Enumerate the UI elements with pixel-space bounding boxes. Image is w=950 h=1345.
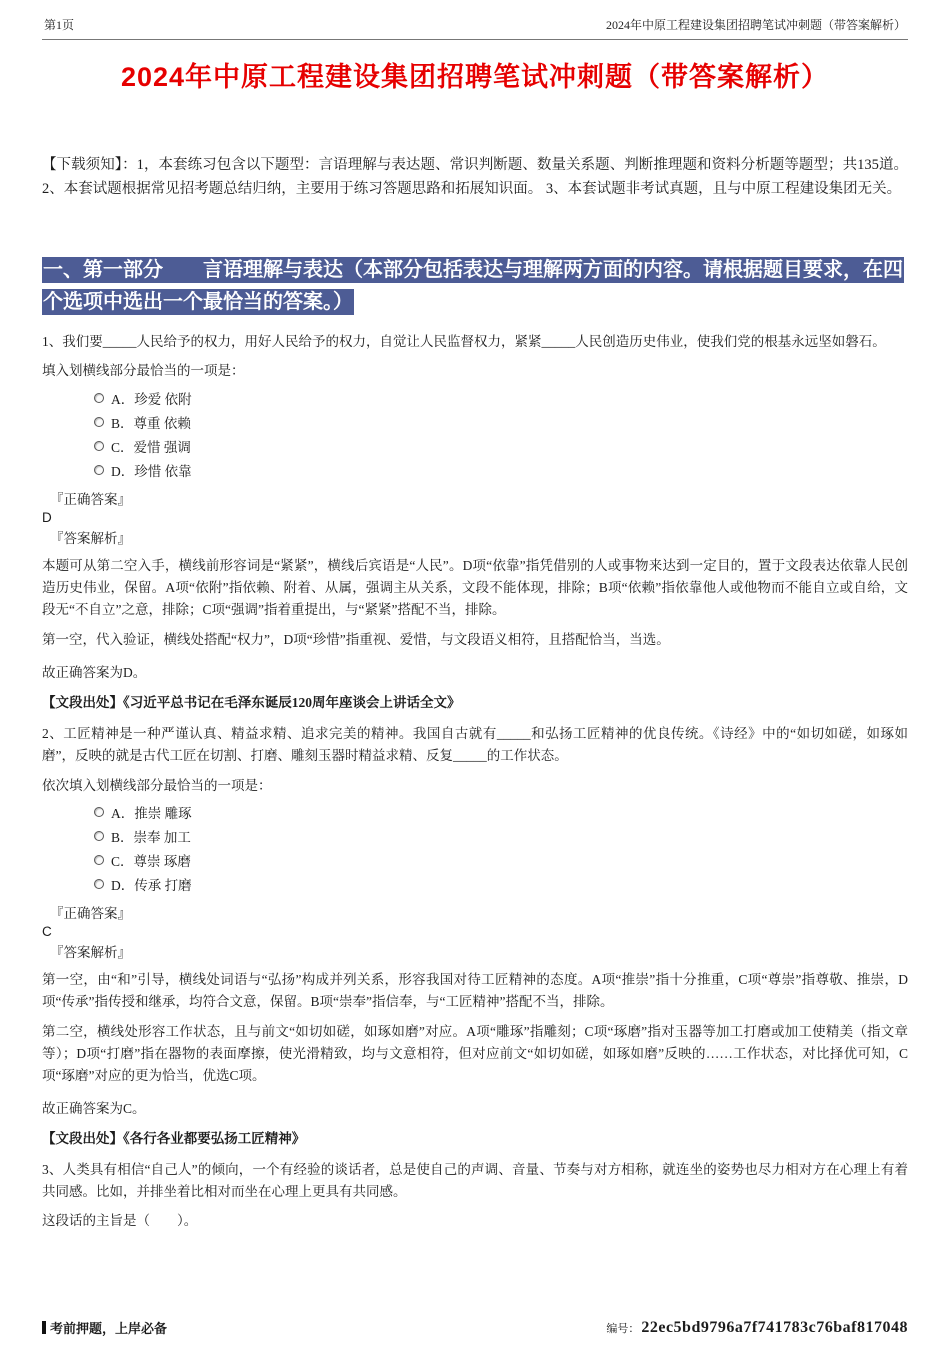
correct-answer-label: 『正确答案』 xyxy=(50,906,131,922)
answer-conclusion: 故正确答案为C。 xyxy=(42,1100,146,1116)
passage-source: 【文段出处】《习近平总书记在毛泽东诞辰120周年座谈会上讲话全文》 xyxy=(42,694,461,710)
serial-label: 编号： xyxy=(606,1323,640,1335)
options-group xyxy=(42,800,908,896)
analysis-label: 『答案解析』 xyxy=(50,945,131,961)
page-footer xyxy=(42,1318,908,1337)
correct-answer-value: C xyxy=(42,924,52,940)
question-prompt: 这段话的主旨是（ ）。 xyxy=(42,1213,198,1229)
footer-slogan-text: 考前押题，上岸必备 xyxy=(50,1321,168,1336)
question-stem: 2、工匠精神是一种严谨认真、精益求精、追求完美的精神。我国自古就有_____和弘扬工匠精神的优良传统。《诗经》中的“如切如磋，如琢如磨”，反映的就是古代工匠在切割、打磨、雕刻玉器时精益求精、反复_____的工作状态。 xyxy=(42,725,908,763)
passage-source: 【文段出处】《各行各业都要弘扬工匠精神》 xyxy=(42,1130,306,1146)
option-label: B．尊重 依赖 xyxy=(111,416,191,432)
question-2 xyxy=(42,723,908,1147)
correct-answer-value: D xyxy=(42,510,52,526)
radio-icon[interactable] xyxy=(94,879,104,889)
question-1 xyxy=(42,331,908,711)
option-a[interactable] xyxy=(42,800,908,824)
radio-icon[interactable] xyxy=(94,417,104,427)
options-group xyxy=(42,386,908,482)
footer-slogan xyxy=(42,1318,167,1337)
analysis-paragraph: 第一空，由“和”引导，横线处词语与“弘扬”构成并列关系，形容我国对待工匠精神的态度。A项“推崇”指十分推重，C项“尊崇”指尊敬、推崇，D项“传承”指传授和继承，均符合文意，保留。B项“崇奉”指信奉，与“工匠精神”搭配不当，排除。 xyxy=(42,972,908,1010)
question-stem: 3、人类具有相信“自己人”的倾向，一个有经验的谈话者，总是使自己的声调、音量、节奏与对方相称，就连坐的姿势也尽力相对方在心理上有着共同感。比如，并排坐着比相对而坐在心理上更具有共同感。 xyxy=(42,1161,908,1199)
footer-serial xyxy=(606,1319,908,1337)
option-label: D．珍惜 依靠 xyxy=(111,464,192,480)
section-heading-text: 一、第一部分 言语理解与表达（本部分包括表达与理解两方面的内容。请根据题目要求，在四个选项中选出一个最恰当的答案。） xyxy=(43,258,903,314)
question-stem: 1、我们要_____人民给予的权力，用好人民给予的权力，自觉让人民监督权力，紧紧_____人民创造历史伟业，使我们党的根基永远坚如磐石。 xyxy=(42,333,886,349)
option-d[interactable] xyxy=(42,872,908,896)
option-b[interactable] xyxy=(42,824,908,848)
download-notice: 【下载须知】：1，本套练习包含以下题型：言语理解与表达题、常识判断题、数量关系题、判断推理题和资料分析题等题型；共135道。2、本套试题根据常见招考题总结归纳，主要用于练习答题思路和拓展知识面。 3、本套试题非考试真题，且与中原工程建设集团无关。 xyxy=(42,157,908,197)
option-c[interactable] xyxy=(42,848,908,872)
header-doc-title: 2024年中原工程建设集团招聘笔试冲刺题（带答案解析） xyxy=(605,18,906,32)
page-number: 第1页 xyxy=(44,18,75,32)
radio-icon[interactable] xyxy=(94,831,104,841)
question-prompt: 依次填入划横线部分最恰当的一项是： xyxy=(42,777,272,793)
radio-icon[interactable] xyxy=(94,855,104,865)
option-label: B．崇奉 加工 xyxy=(111,830,191,846)
analysis-paragraph: 第二空，横线处形容工作状态，且与前文“如切如磋，如琢如磨”对应。A项“雕琢”指雕刻；C项“琢磨”指对玉器等加工打磨或加工使精美（指文章等）；D项“打磨”指在器物的表面摩擦，使光滑精致，均与文意相符，但对应前文“如切如磋，如琢如磨”反映的……工作状态，对比择优可知，C项“琢磨”对应的更为恰当，优选C项。 xyxy=(42,1024,908,1083)
option-label: C．爱惜 强调 xyxy=(111,440,191,456)
option-d[interactable] xyxy=(42,458,908,482)
correct-answer-label: 『正确答案』 xyxy=(50,492,131,508)
radio-icon[interactable] xyxy=(94,393,104,403)
question-3 xyxy=(42,1159,908,1233)
option-a[interactable] xyxy=(42,386,908,410)
analysis-label: 『答案解析』 xyxy=(50,531,131,547)
serial-value: 22ec5bd9796a7f741783c76baf817048 xyxy=(641,1319,908,1336)
radio-icon[interactable] xyxy=(94,807,104,817)
analysis-paragraph: 第一空，代入验证，横线处搭配“权力”，D项“珍惜”指重视、爱惜，与文段语义相符，且搭配恰当，当选。 xyxy=(42,631,670,647)
radio-icon[interactable] xyxy=(94,465,104,475)
document-title: 2024年中原工程建设集团招聘笔试冲刺题（带答案解析） xyxy=(120,62,830,92)
option-label: A．推崇 雕琢 xyxy=(111,806,192,822)
page-header xyxy=(42,14,908,40)
option-label: D．传承 打磨 xyxy=(111,878,192,894)
radio-icon[interactable] xyxy=(94,441,104,451)
option-b[interactable] xyxy=(42,410,908,434)
option-label: A．珍爱 依附 xyxy=(111,392,192,408)
option-label: C．尊崇 琢磨 xyxy=(111,854,191,870)
question-prompt: 填入划横线部分最恰当的一项是： xyxy=(42,363,245,379)
answer-conclusion: 故正确答案为D。 xyxy=(42,664,147,680)
footer-bar-icon xyxy=(42,1321,46,1334)
analysis-paragraph: 本题可从第二空入手，横线前形容词是“紧紧”，横线后宾语是“人民”。D项“依靠”指凭借别的人或事物来达到一定目的，置于文段表达依靠人民创造历史伟业，保留。A项“依附”指依赖、附着、从属，强调主从关系，文段不能体现，排除；B项“依赖”指依靠他人或他物而不能自立或自给，文段无“不自立”之意，排除；C项“强调”指着重提出，与“紧紧”搭配不当，排除。 xyxy=(42,558,908,618)
section-heading xyxy=(42,254,908,319)
option-c[interactable] xyxy=(42,434,908,458)
